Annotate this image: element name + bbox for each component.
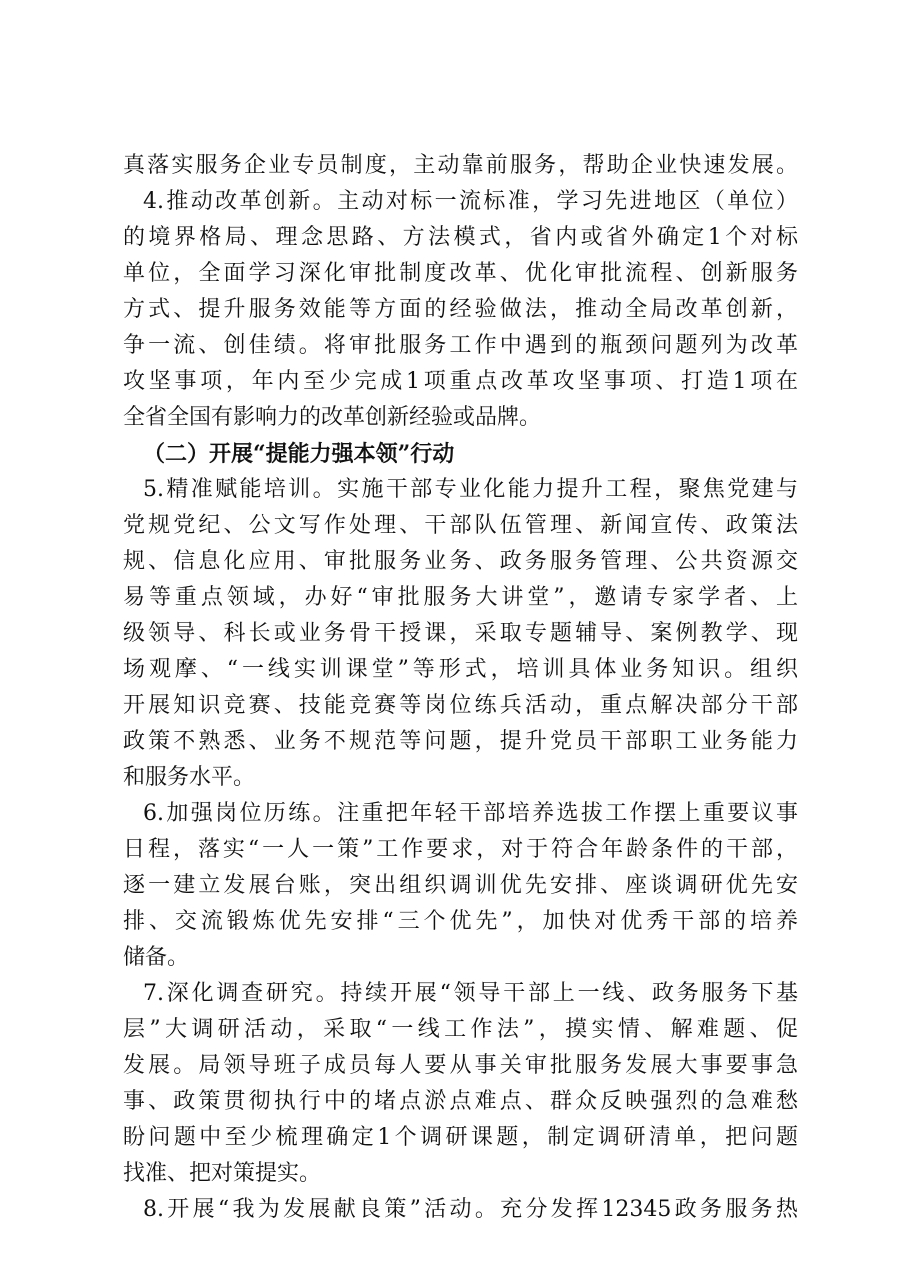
text-line: 的境界格局、理念思路、方法模式，省内或省外确定1个对标 bbox=[123, 225, 798, 250]
text-line: 攻坚事项，年内至少完成1项重点改革攻坚事项、打造1项在 bbox=[123, 369, 798, 394]
text-line: 逐一建立发展台账，突出组织调训优先安排、座谈调研优先安 bbox=[123, 873, 798, 898]
text-line: 级领导、科长或业务骨干授课，采取专题辅导、案例教学、现 bbox=[123, 621, 798, 646]
section-heading: （二）开展“提能力强本领”行动 bbox=[143, 441, 455, 467]
text-line: 6.加强岗位历练。注重把年轻干部培养选拔工作摆上重要议事 bbox=[143, 801, 798, 826]
text-line: 单位，全面学习深化审批制度改革、优化审批流程、创新服务 bbox=[123, 261, 798, 286]
text-line: 开展知识竞赛、技能竞赛等岗位练兵活动，重点解决部分干部 bbox=[123, 693, 798, 718]
text-line: 找准、把对策提实。 bbox=[123, 1161, 322, 1186]
text-line: 8.开展“我为发展献良策”活动。充分发挥12345政务服务热 bbox=[143, 1197, 798, 1222]
text-line: 全省全国有影响力的改革创新经验或品牌。 bbox=[123, 405, 542, 430]
text-line: 真落实服务企业专员制度，主动靠前服务，帮助企业快速发展。 bbox=[123, 153, 798, 178]
text-line: 事、政策贯彻执行中的堵点淤点难点、群众反映强烈的急难愁 bbox=[123, 1089, 798, 1114]
text-line: 层”大调研活动，采取“一线工作法”，摸实情、解难题、促 bbox=[123, 1017, 798, 1042]
text-line: 和服务水平。 bbox=[123, 765, 256, 790]
text-line: 储备。 bbox=[123, 945, 190, 970]
text-line: 规、信息化应用、审批服务业务、政务服务管理、公共资源交 bbox=[123, 549, 798, 574]
text-line: 4.推动改革创新。主动对标一流标准，学习先进地区（单位） bbox=[143, 189, 798, 214]
text-line: 方式、提升服务效能等方面的经验做法，推动全局改革创新， bbox=[123, 297, 798, 322]
text-line: 7.深化调查研究。持续开展“领导干部上一线、政务服务下基 bbox=[143, 981, 798, 1006]
text-line: 易等重点领域，办好“审批服务大讲堂”，邀请专家学者、上 bbox=[123, 585, 798, 610]
text-line: 排、交流锻炼优先安排“三个优先”，加快对优秀干部的培养 bbox=[123, 909, 798, 934]
text-line: 政策不熟悉、业务不规范等问题，提升党员干部职工业务能力 bbox=[123, 729, 798, 754]
text-line: 发展。局领导班子成员每人要从事关审批服务发展大事要事急 bbox=[123, 1053, 798, 1078]
text-line: 场观摩、“一线实训课堂”等形式，培训具体业务知识。组织 bbox=[123, 657, 798, 682]
text-line: 日程，落实“一人一策”工作要求，对于符合年龄条件的干部， bbox=[123, 837, 798, 862]
text-line: 党规党纪、公文写作处理、干部队伍管理、新闻宣传、政策法 bbox=[123, 513, 798, 538]
text-line: 5.精准赋能培训。实施干部专业化能力提升工程，聚焦党建与 bbox=[143, 477, 798, 502]
text-line: 争一流、创佳绩。将审批服务工作中遇到的瓶颈问题列为改革 bbox=[123, 333, 798, 358]
text-line: 盼问题中至少梳理确定1个调研课题，制定调研清单，把问题 bbox=[123, 1125, 798, 1150]
